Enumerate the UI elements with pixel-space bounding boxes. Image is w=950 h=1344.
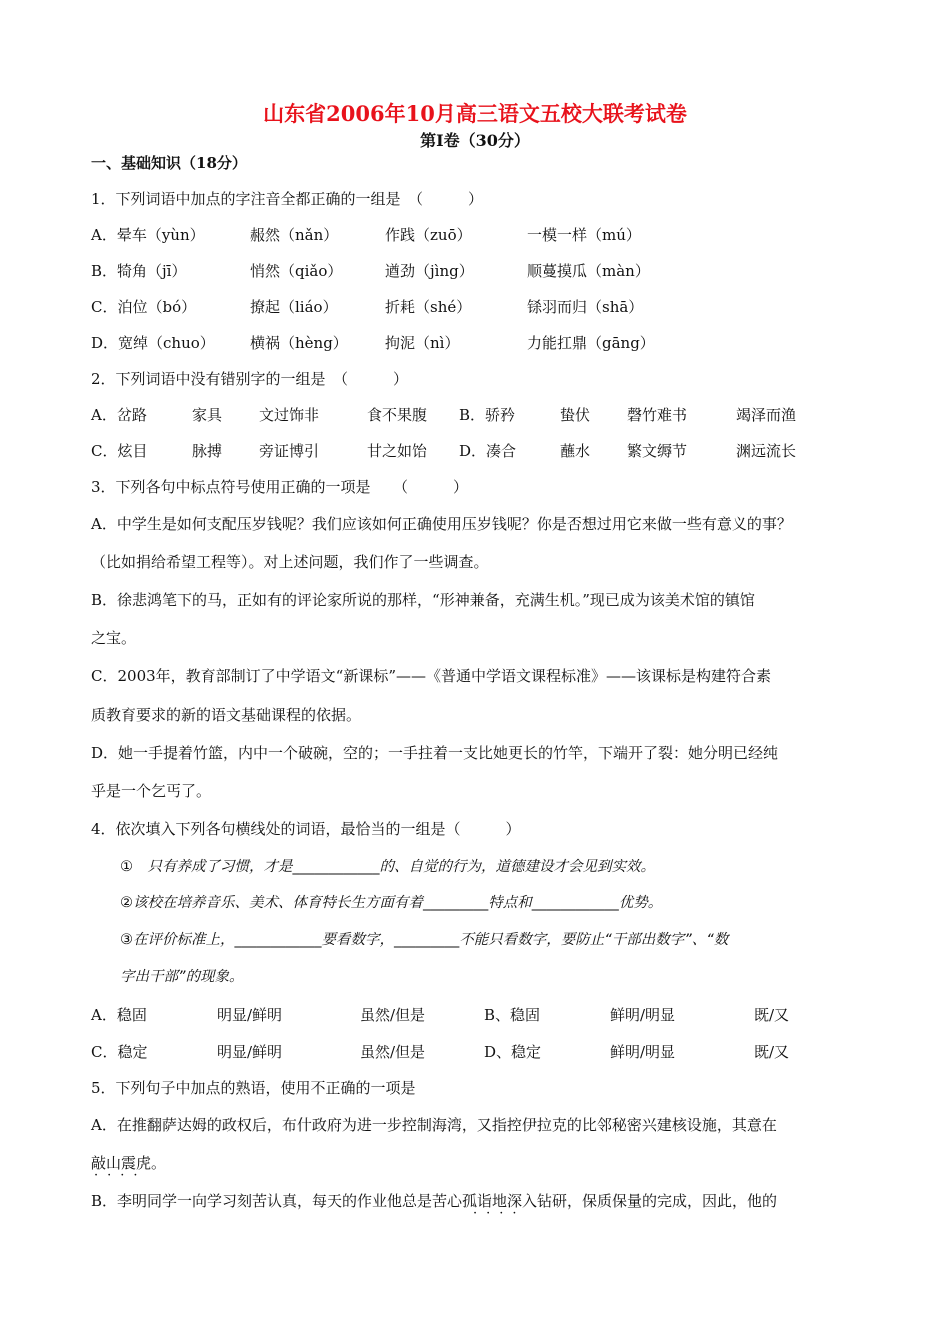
- q3-option-b-line-2: 之宝。: [91, 629, 137, 647]
- q4-b-1: B、稳固: [484, 1006, 541, 1024]
- q1-option-d-1: D．宽绰（chuo）: [91, 334, 215, 352]
- q1-option-c-4: 铩羽而归（shā）: [527, 298, 644, 316]
- q1-option-a-1: A．晕车（yùn）: [91, 226, 205, 244]
- q4-sentence-3-cont: 字出干部”的现象。: [120, 969, 244, 985]
- q1-option-d-3: 拘泥（nì）: [385, 334, 460, 352]
- q2-d-word-4: 渊远流长: [736, 442, 797, 460]
- q4-sentence-3: ③在评价标准上，____________要看数字，_________不能只看数字，要防止“干部出数字”、“数: [120, 932, 729, 948]
- q3-option-b-line-1: B．徐悲鸿笔下的马，正如有的评论家所说的那样，“形神兼备，充满生机。”现已成为该美术馆的镇馆: [91, 591, 755, 609]
- q2-a-word-4: 食不果腹: [367, 406, 428, 424]
- q1-option-c-2: 撩起（liáo）: [250, 298, 338, 316]
- q1-option-a-4: 一模一样（mú）: [527, 226, 641, 244]
- question-2-stem: 2．下列词语中没有错别字的一组是 （ ）: [91, 370, 409, 388]
- question-5-stem: 5．下列句子中加点的熟语，使用不正确的一项是: [91, 1079, 416, 1097]
- q2-a-word-1: A．岔路: [91, 406, 147, 424]
- q2-c-word-4: 甘之如饴: [367, 442, 428, 460]
- exam-subtitle: 第Ⅰ卷（30分）: [420, 131, 530, 150]
- q4-a-2: 明显/鲜明: [217, 1006, 283, 1024]
- emphasis-dots-a: ····: [94, 1168, 147, 1183]
- q3-option-d-line-2: 乎是一个乞丐了。: [91, 782, 212, 800]
- q2-d-word-1: D．凑合: [459, 442, 517, 460]
- q4-c-3: 虽然/但是: [360, 1043, 426, 1061]
- q5-option-a-line-2: 敲山震虎。: [91, 1154, 167, 1172]
- q5-option-a-line-1: A．在推翻萨达姆的政权后，布什政府为进一步控制海湾，又指控伊拉克的比邻秘密兴建核设施，其意在: [91, 1116, 777, 1134]
- q1-option-c-1: C．泊位（bó）: [91, 298, 197, 316]
- q4-d-3: 既/又: [754, 1043, 790, 1061]
- q1-option-d-4: 力能扛鼎（gāng）: [527, 334, 655, 352]
- section-heading: 一、基础知识（18分）: [91, 154, 247, 172]
- q4-b-2: 鲜明/明显: [610, 1006, 676, 1024]
- q2-a-word-2: 家具: [192, 406, 223, 424]
- q4-d-2: 鲜明/明显: [610, 1043, 676, 1061]
- q4-a-1: A．稳固: [91, 1006, 147, 1024]
- q4-sentence-2: ②该校在培养音乐、美术、体育特长生方面有着_________特点和____________优势。: [120, 895, 663, 911]
- q4-c-1: C．稳定: [91, 1043, 148, 1061]
- question-3-stem: 3．下列各句中标点符号使用正确的一项是 （ ）: [91, 478, 469, 496]
- q3-option-c-line-1: C．2003年，教育部制订了中学语文“新课标”——《普通中学语文课程标准》——该课标是构建符合素: [91, 667, 771, 685]
- q2-a-word-3: 文过饰非: [259, 406, 320, 424]
- q2-b-word-1: B．骄矜: [459, 406, 516, 424]
- question-1-stem: 1．下列词语中加点的字注音全都正确的一组是 （ ）: [91, 190, 484, 208]
- q3-option-a-line-1: A．中学生是如何支配压岁钱呢？我们应该如何正确使用压岁钱呢？你是否想过用它来做一些有意义的事？: [91, 515, 792, 533]
- q3-option-c-line-2: 质教育要求的新的语文基础课程的依据。: [91, 706, 362, 724]
- exam-title: 山东省2006年10月高三语文五校大联考试卷: [263, 101, 687, 126]
- q2-c-word-2: 脉搏: [192, 442, 223, 460]
- q2-c-word-1: C．炫目: [91, 442, 148, 460]
- q5-option-b-line-1: B．李明同学一向学习刻苦认真，每天的作业他总是苦心孤诣地深入钻研，保质保量的完成，因此，他的: [91, 1192, 778, 1210]
- q1-option-d-2: 横祸（hèng）: [250, 334, 348, 352]
- q1-option-b-2: 悄然（qiǎo）: [250, 262, 343, 280]
- q3-option-d-line-1: D．她一手提着竹篮，内中一个破碗，空的；一手拄着一支比她更长的竹竿，下端开了裂：她分明已经纯: [91, 744, 779, 762]
- q2-d-word-3: 繁文缛节: [627, 442, 688, 460]
- q4-c-2: 明显/鲜明: [217, 1043, 283, 1061]
- q1-option-b-4: 顺蔓摸瓜（màn）: [527, 262, 650, 280]
- q2-d-word-2: 蘸水: [560, 442, 591, 460]
- question-4-stem: 4．依次填入下列各句横线处的词语，最恰当的一组是（ ）: [91, 820, 521, 838]
- q4-sentence-1: ① 只有养成了习惯，才是____________的、自觉的行为，道德建设才会见到实效。: [120, 859, 655, 875]
- q1-option-b-1: B．犄角（jī）: [91, 262, 187, 280]
- q2-b-word-4: 竭泽而渔: [736, 406, 797, 424]
- q1-option-a-3: 作践（zuō）: [385, 226, 472, 244]
- q2-b-word-2: 蛰伏: [560, 406, 591, 424]
- q2-c-word-3: 旁证博引: [259, 442, 320, 460]
- q4-b-3: 既/又: [754, 1006, 790, 1024]
- q1-option-b-3: 遒劲（jìng）: [385, 262, 474, 280]
- q4-a-3: 虽然/但是: [360, 1006, 426, 1024]
- q4-d-1: D、稳定: [484, 1043, 542, 1061]
- q1-option-c-3: 折耗（shé）: [385, 298, 472, 316]
- q3-option-a-line-2: （比如捐给希望工程等）。对上述问题，我们作了一些调查。: [91, 553, 489, 571]
- emphasis-dots-b: ····: [473, 1206, 526, 1221]
- q2-b-word-3: 磬竹难书: [627, 406, 688, 424]
- q1-option-a-2: 赧然（nǎn）: [250, 226, 339, 244]
